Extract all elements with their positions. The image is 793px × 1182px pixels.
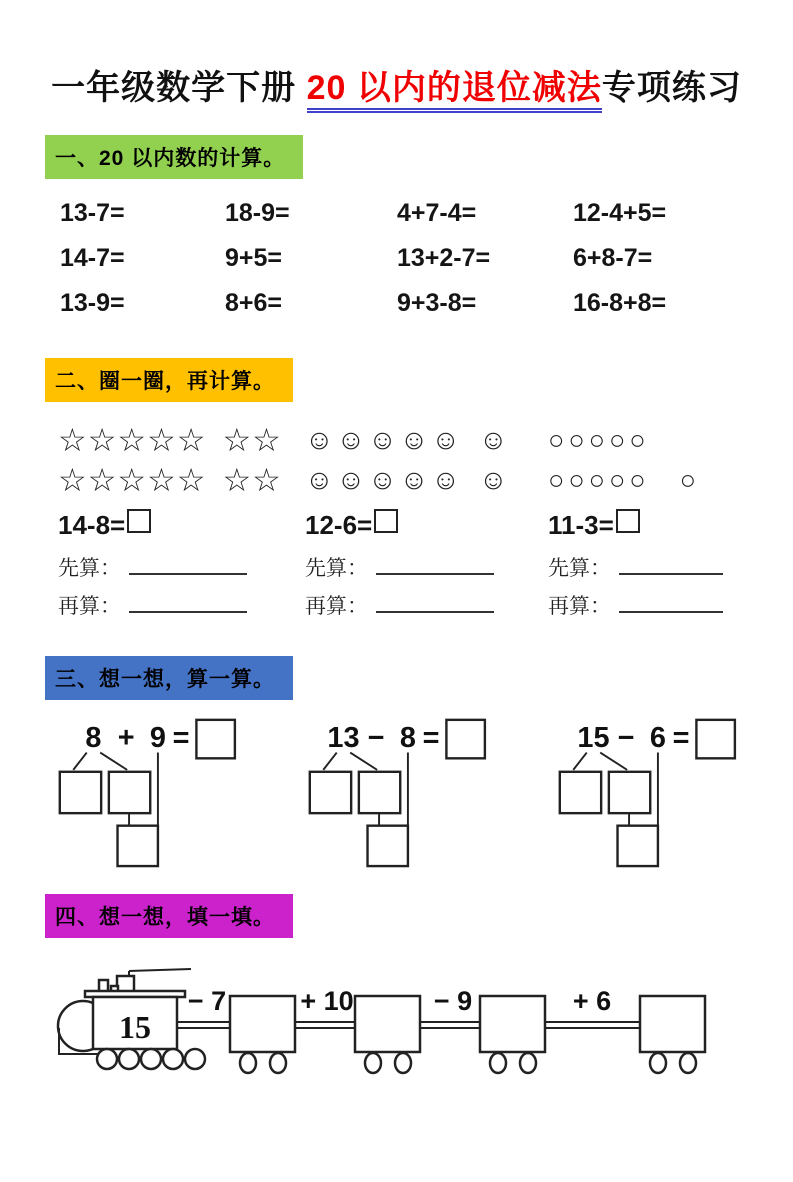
subtrahend: 6 — [649, 721, 666, 754]
circle-icon: ○ — [608, 465, 630, 495]
calc-problem: 18-9= — [225, 199, 290, 227]
title-suffix: 专项练习 — [601, 69, 742, 107]
then-calc-blank — [619, 595, 723, 613]
train-diagram — [55, 966, 793, 1081]
star-row-1 — [58, 420, 305, 460]
calc-problem: 13+2-7= — [397, 244, 491, 272]
answer-box — [196, 720, 234, 758]
smiley-row-2 — [305, 460, 548, 500]
circle-row-1 — [548, 420, 793, 460]
circle-icon: ○ — [629, 425, 650, 455]
train-car — [230, 996, 295, 1073]
answer-box — [127, 509, 151, 533]
circle-icon: ○ — [548, 425, 569, 455]
first-calc-blank — [376, 557, 494, 575]
star-icon: ☆ — [222, 462, 253, 498]
then-calc-blank — [129, 595, 247, 613]
first-calc-line — [58, 552, 305, 578]
result-box — [368, 826, 408, 866]
part-box-right — [609, 772, 650, 813]
smiley-icon: ☺ — [336, 464, 369, 495]
minuend: 15 — [577, 721, 610, 754]
star-icon: ☆ — [87, 462, 118, 498]
locomotive — [58, 969, 205, 1069]
calc-problem: 6+8-7= — [573, 244, 653, 272]
smiley-row-1 — [305, 420, 548, 460]
star-icon: ☆ — [117, 422, 148, 458]
then-calc-label: 再算： — [305, 595, 368, 618]
decomposition-diagram — [50, 716, 300, 868]
circle-problem-smileys — [305, 420, 548, 616]
star-icon: ☆ — [147, 422, 177, 458]
circle-problem-stars — [58, 420, 305, 616]
smiley-icon: ☺ — [431, 464, 463, 495]
train-svg — [55, 966, 715, 1076]
then-calc-line — [305, 590, 548, 616]
first-calc-label: 先算： — [548, 557, 611, 580]
circle-icon: ○ — [568, 425, 589, 455]
train-car — [640, 996, 705, 1073]
first-calc-label: 先算： — [305, 557, 368, 580]
section2-problem-grid — [58, 420, 793, 616]
title-highlight: 20 以内的退位减法 — [307, 69, 602, 113]
calc-problem: 9+3-8= — [397, 289, 477, 317]
equation-text: 11-3= — [548, 509, 614, 540]
part-box-right — [109, 772, 150, 813]
subtrahend: 9 — [149, 721, 166, 754]
circle-row-2 — [548, 460, 793, 500]
first-calc-label: 先算： — [58, 557, 121, 580]
answer-box — [616, 509, 640, 533]
smiley-icon: ☺ — [431, 424, 463, 455]
calc-problem: 9+5= — [225, 244, 283, 272]
first-calc-line — [548, 552, 793, 578]
decomposition-svg — [50, 716, 262, 868]
train-op-label: − 7 — [187, 986, 227, 1016]
equation-text: 12-6= — [305, 509, 373, 540]
equals-sign: = — [172, 721, 190, 754]
part-box-right — [359, 772, 400, 813]
star-icon: ☆ — [117, 462, 148, 498]
answer-box — [446, 720, 484, 758]
equals-sign: = — [422, 721, 440, 754]
smiley-icon: ☺ — [368, 424, 400, 455]
calc-problem: 14-7= — [60, 244, 125, 272]
section2-header: 二、圈一圈，再计算。 — [45, 358, 293, 402]
star-icon: ☆ — [222, 422, 253, 458]
circle-icon: ○ — [679, 465, 700, 495]
calc-problem: 12-4+5= — [573, 199, 667, 227]
calc-problem: 13-7= — [60, 199, 125, 227]
star-icon: ☆ — [58, 422, 88, 458]
calc-problem: 13-9= — [60, 289, 125, 317]
result-box — [118, 826, 158, 866]
first-calc-blank — [619, 557, 723, 575]
smiley-icon: ☺ — [336, 424, 369, 455]
answer-box — [374, 509, 398, 533]
then-calc-label: 再算： — [58, 595, 121, 618]
part-box-left — [60, 772, 101, 813]
smiley-icon: ☺ — [478, 424, 511, 455]
circle-icon: ○ — [588, 465, 609, 495]
minuend: 8 — [85, 721, 102, 754]
title-prefix: 一年级数学下册 — [51, 69, 307, 107]
subtrahend: 8 — [399, 721, 416, 754]
decomposition-diagram — [300, 716, 550, 868]
equation-line — [548, 510, 793, 540]
star-icon: ☆ — [58, 462, 88, 498]
then-calc-line — [58, 590, 305, 616]
decomposition-diagram — [550, 716, 793, 868]
first-calc-blank — [129, 557, 247, 575]
circle-icon: ○ — [588, 425, 609, 455]
star-icon: ☆ — [87, 422, 118, 458]
equals-sign: = — [672, 721, 690, 754]
circle-icon: ○ — [629, 465, 650, 495]
minuend: 13 — [327, 721, 360, 754]
smiley-icon: ☺ — [305, 424, 337, 455]
train-op-label: + 6 — [572, 986, 612, 1016]
circle-problem-circles — [548, 420, 793, 616]
section3-problem-grid — [50, 716, 793, 868]
circle-icon: ○ — [608, 425, 630, 455]
operator: + — [117, 721, 135, 754]
circle-icon: ○ — [548, 465, 569, 495]
smiley-icon: ☺ — [478, 464, 511, 495]
smiley-icon: ☺ — [399, 424, 432, 455]
star-icon: ☆ — [252, 422, 282, 458]
equation-line — [58, 510, 305, 540]
answer-box — [696, 720, 734, 758]
then-calc-line — [548, 590, 793, 616]
section1-header: 一、20 以内数的计算。 — [45, 135, 303, 179]
section3-header: 三、想一想，算一算。 — [45, 656, 293, 700]
train-car — [480, 996, 545, 1073]
train-op-label: − 9 — [433, 986, 473, 1016]
smiley-icon: ☺ — [399, 464, 432, 495]
equation-text: 14-8= — [58, 509, 126, 540]
star-row-2 — [58, 460, 305, 500]
star-icon: ☆ — [176, 422, 207, 458]
then-calc-blank — [376, 595, 494, 613]
decomposition-svg — [550, 716, 762, 868]
first-calc-line — [305, 552, 548, 578]
star-icon: ☆ — [252, 462, 282, 498]
equation-line — [305, 510, 548, 540]
calc-problem: 4+7-4= — [397, 199, 477, 227]
result-box — [618, 826, 658, 866]
train-car — [355, 996, 420, 1073]
operator: − — [367, 721, 385, 754]
page-title — [0, 60, 793, 109]
section4-header: 四、想一想，填一填。 — [45, 894, 293, 938]
calc-problem: 8+6= — [225, 289, 283, 317]
train-op-label: + 10 — [300, 986, 354, 1016]
section1-problem-grid — [60, 199, 793, 318]
then-calc-label: 再算： — [548, 595, 611, 618]
star-icon: ☆ — [176, 462, 207, 498]
calc-problem: 16-8+8= — [573, 289, 667, 317]
part-box-left — [560, 772, 601, 813]
smiley-icon: ☺ — [368, 464, 400, 495]
circle-icon: ○ — [568, 465, 589, 495]
engine-number: 15 — [119, 1009, 151, 1045]
smiley-icon: ☺ — [305, 464, 337, 495]
decomposition-svg — [300, 716, 512, 868]
part-box-left — [310, 772, 351, 813]
star-icon: ☆ — [147, 462, 177, 498]
operator: − — [617, 721, 635, 754]
